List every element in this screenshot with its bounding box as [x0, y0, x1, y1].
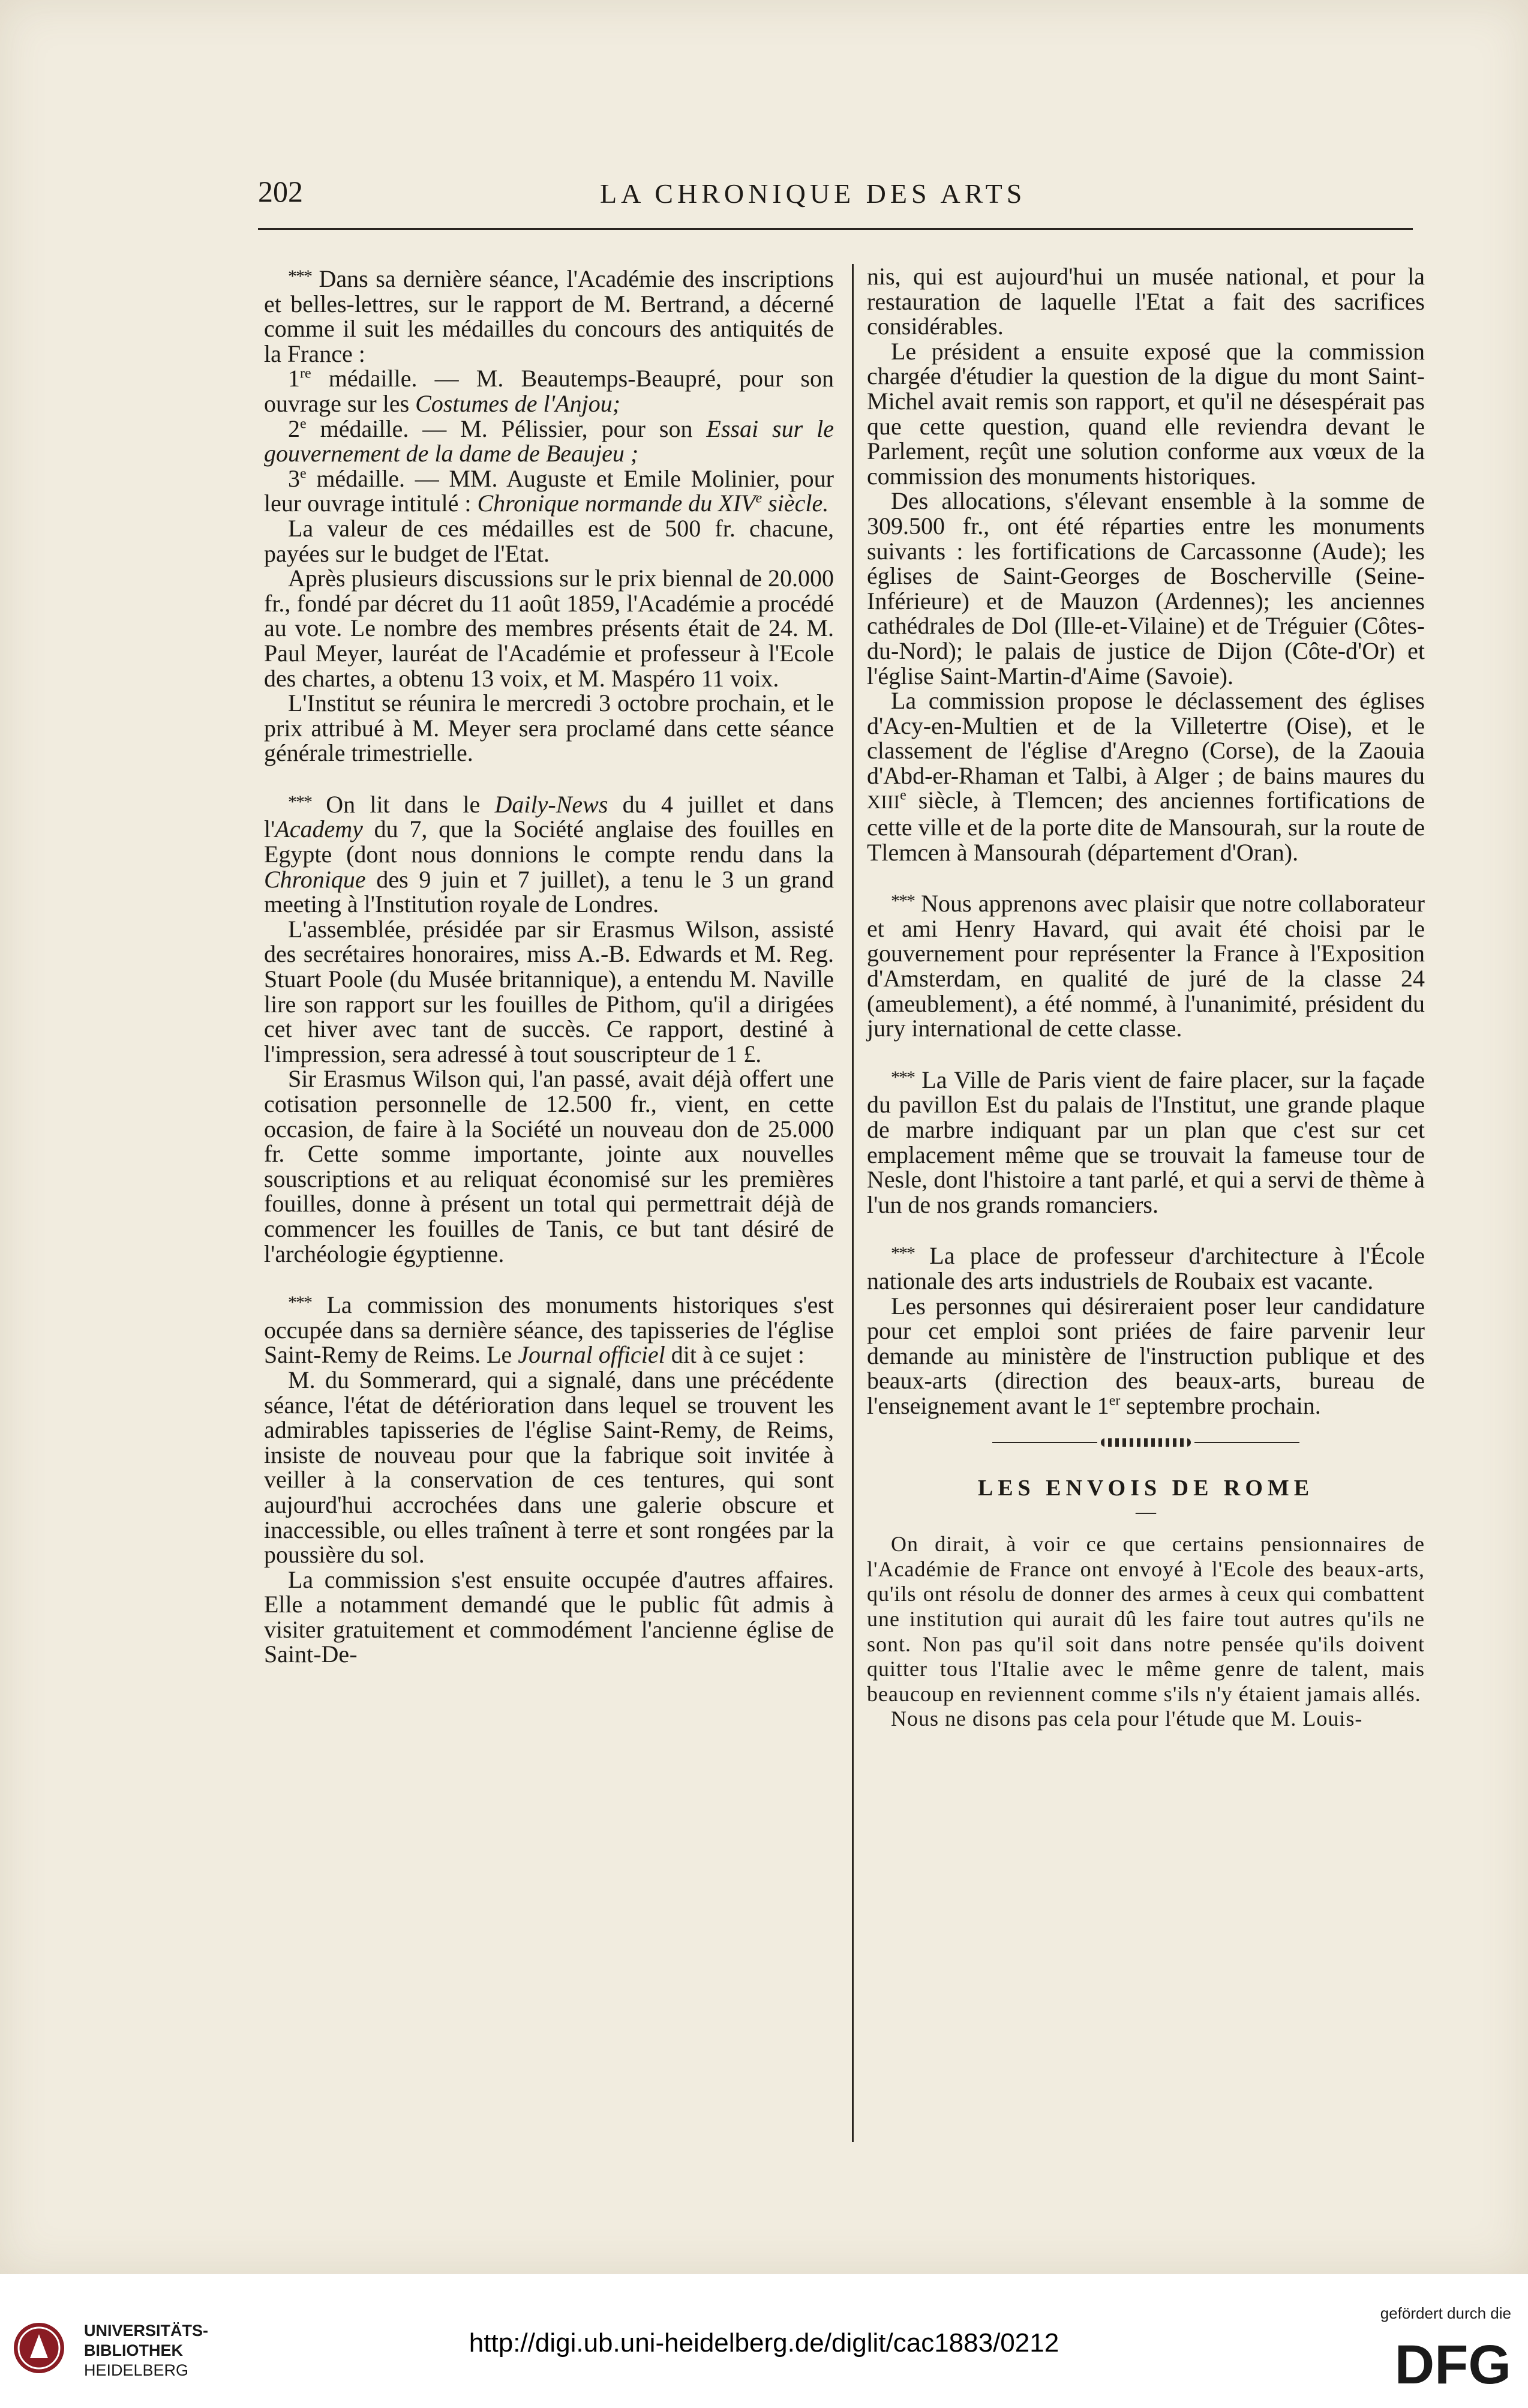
article-tour-de-nesle: *** La Ville de Paris vient de faire placer, sur la façade du pavillon Est du palais de l'Institut, une grande plaque de marbre indiquant par un plan que c'est sur cet emplacement même que se trouvait la fameuse tour de Nesle, dont l'histoire a tant parlé, et qui a servi de thème à l'un de nos grands romanciers. [867, 1066, 1425, 1218]
paragraph: nis, qui est aujourd'hui un musée national, et pour la restauration de laquelle l'Etat a fait des sacrifices considérables. [867, 263, 1425, 340]
ornament-icon [1101, 1438, 1191, 1447]
paragraph: L'Institut se réunira le mercredi 3 octobre prochain, et le prix attribué à M. Meyer sera proclamé dans cette séance générale trimestrielle. [264, 689, 834, 767]
right-column [867, 264, 1425, 1732]
article-academie-inscriptions: *** Dans sa dernière séance, l'Académie des inscriptions et belles-lettres, sur le rapport de M. Bertrand, a décerné comme il suit les médailles du concours des antiquités de la France : [264, 265, 834, 367]
page-number: 202 [258, 175, 303, 208]
paragraph: Nous ne disons pas cela pour l'étude que M. Louis- [891, 1707, 1363, 1731]
paragraph: La valeur de ces médailles est de 500 fr. chacune, payées sur le budget de l'Etat. [264, 514, 834, 567]
paragraph: L'assemblée, présidée par sir Erasmus Wilson, assisté des secrétaires honoraires, miss A.-B. Edwards et M. Reg. Stuart Poole (du Musée britannique), a entendu M. Naville lire son rapport sur les fouilles de Pithom, qu'il a dirigées cet hiver avec tant de succès. Ce rapport, destiné à l'impression, sera adressé à tout souscripteur de 1 £. [264, 915, 834, 1067]
left-column [264, 264, 834, 1667]
footer-bar [0, 2274, 1528, 2408]
article-roubaix: *** La place de professeur d'architecture à l'École nationale des arts industriels de Roubaix est vacante. [867, 1242, 1425, 1294]
article-monuments-historiques: *** La commission des monuments historiques s'est occupée dans sa dernière séance, des tapisseries de l'église Saint-Remy de Reims. Le Journal officiel dit à ce sujet : [264, 1291, 834, 1369]
paragraph: Après plusieurs discussions sur le prix biennal de 20.000 fr., fondé par décret du 11 août 1859, l'Académie a procédé au vote. Le nombre des membres présents était de 24. M. Paul Meyer, lauréat de l'Académie et professeur à l'Ecole des chartes, a obtenu 13 voix, et M. Maspéro 11 voix. [264, 565, 834, 692]
dfg-logo-icon [1337, 2334, 1511, 2388]
ornament-divider [867, 1437, 1425, 1449]
section-dash: — [1136, 1501, 1156, 1524]
paragraph: On dirait, à voir ce que certains pensionnaires de l'Académie de France ont envoyé à l'Ecole des beaux-arts, qu'ils ont résolu de donner des armes à ceux qui combattent une institution qui aurait dû les faire tout autres qu'ils ne sont. Non pas qu'il soit dans notre pensée qu'ils doivent quitter tous l'Italie avec le même genre de talent, mais beaucoup en reviennent comme s'ils n'y étaient jamais allés. [867, 1532, 1425, 1706]
header-rule [258, 228, 1413, 230]
asterism-icon: *** [288, 1293, 311, 1313]
svg-text:DFG: DFG [1394, 2334, 1511, 2388]
asterism-icon: *** [288, 791, 311, 812]
journal-title: LA CHRONIQUE DES ARTS [600, 178, 1026, 209]
asterism-icon: *** [891, 1067, 914, 1087]
paragraph: Les personnes qui désireraient poser leur candidature pour cet emploi sont priées de faire parvenir leur demande au ministère de l'instruction publique et des beaux-arts (direction des beaux-arts, bureau de l'enseignement avant le 1er septembre prochain. [867, 1292, 1425, 1419]
sponsor-text: gefördert durch die [1380, 2304, 1511, 2322]
medal-3: 3e médaille. — MM. Auguste et Emile Molinier, pour leur ouvrage intitulé : Chronique normande du XIVe siècle. [264, 464, 834, 517]
paragraph: Le président a ensuite exposé que la commission chargée d'étudier la question de la digue du mont Saint-Michel avait remis son rapport, et qu'il ne désespérait pas que cette question, quand elle reviendra devant le Parlement, reçût une solution conforme aux vœux de la commission des monuments historiques. [867, 337, 1425, 490]
asterism-icon: *** [891, 891, 914, 911]
article-havard: *** Nous apprenons avec plaisir que notre collaborateur et ami Henry Havard, qui avait été choisi par le gouvernement pour représenter la France à l'Exposition d'Amsterdam, en qualité de juré de la classe 24 (ameublement), a été nommé, à l'unanimité, président du jury international de cette classe. [867, 890, 1425, 1042]
medal-2: 2e médaille. — M. Pélissier, pour son Essai sur le gouvernement de la dame de Beaujeu ; [264, 415, 834, 467]
institution-name: UNIVERSITÄTS- BIBLIOTHEK HEIDELBERG [84, 2322, 209, 2379]
article-egypt-fouilles: *** On lit dans le Daily-News du 4 juillet et dans l'Academy du 7, que la Société anglaise des fouilles en Egypte (dont nous donnions le compte rendu dans la Chronique des 9 juin et 7 juillet), a tenu le 3 un grand meeting à l'Institution royale de Londres. [264, 790, 834, 918]
paragraph: M. du Sommerard, qui a signalé, dans une précédente séance, l'état de détérioration dans lequel se trouvent les admirables tapisseries de l'église Saint-Remy, de Reims, insiste de nouveau pour que la fabrique soit invitée à veiller à la conservation de ces tentures, qui sont aujourd'hui accrochées dans une galerie obscure et inaccessible, ou elles traînent à terre et sont rongées par la poussière du sol. [264, 1366, 834, 1569]
medal-1: 1re médaille. — M. Beautemps-Beaupré, pour son ouvrage sur les Costumes de l'Anjou; [264, 365, 834, 417]
paragraph: La commission propose le déclassement des églises d'Acy-en-Multien et de la Villetertre (Oise), et le classement de l'église d'Aregno (Corse), de la Zaouia d'Abd-er-Rhaman et Talbi, à Alger ; de bains maures du XIIIe siècle, à Tlemcen; des anciennes fortifications de cette ville et de la porte dite de Mansourah, sur la route de Tlemcen à Mansourah (département d'Oran). [867, 687, 1425, 866]
column-divider [852, 264, 854, 2142]
paragraph: Sir Erasmus Wilson qui, l'an passé, avait déjà offert une cotisation personnelle de 12.500 fr., vient, en cette occasion, de faire à la Société un nouveau don de 25.000 fr. Cette somme importante, jointe aux nouvelles souscriptions et au reliquat économisé sur les premières fouilles, donne à présent un total qui permettrait déjà de commencer les fouilles de Tanis, ce but tant désiré de l'archéologie égyptienne. [264, 1065, 834, 1267]
section-title: LES ENVOIS DE ROME [977, 1475, 1314, 1501]
paragraph: Des allocations, s'élevant ensemble à la somme de 309.500 fr., ont été réparties entre les monuments suivants : les fortifications de Carcassonne (Aude); les églises de Saint-Georges de Boscherville (Seine-Inférieure) et de Mauzon (Ardennes); les anciennes cathédrales de Dol (Ille-et-Vilaine) et de Tréguier (Côtes-du-Nord); le palais de justice de Dijon (Côte-d'Or) et l'église Saint-Martin-d'Aime (Savoie). [867, 487, 1425, 689]
source-url-link[interactable]: http://digi.ub.uni-heidelberg.de/diglit/cac1883/0212 [469, 2328, 1059, 2358]
paragraph: La commission s'est ensuite occupée d'autres affaires. Elle a notamment demandé que le public fût admis à visiter gratuitement et commodément l'ancienne église de Saint-De- [264, 1566, 834, 1668]
asterism-icon: *** [891, 1243, 914, 1264]
asterism-icon: *** [288, 266, 311, 286]
